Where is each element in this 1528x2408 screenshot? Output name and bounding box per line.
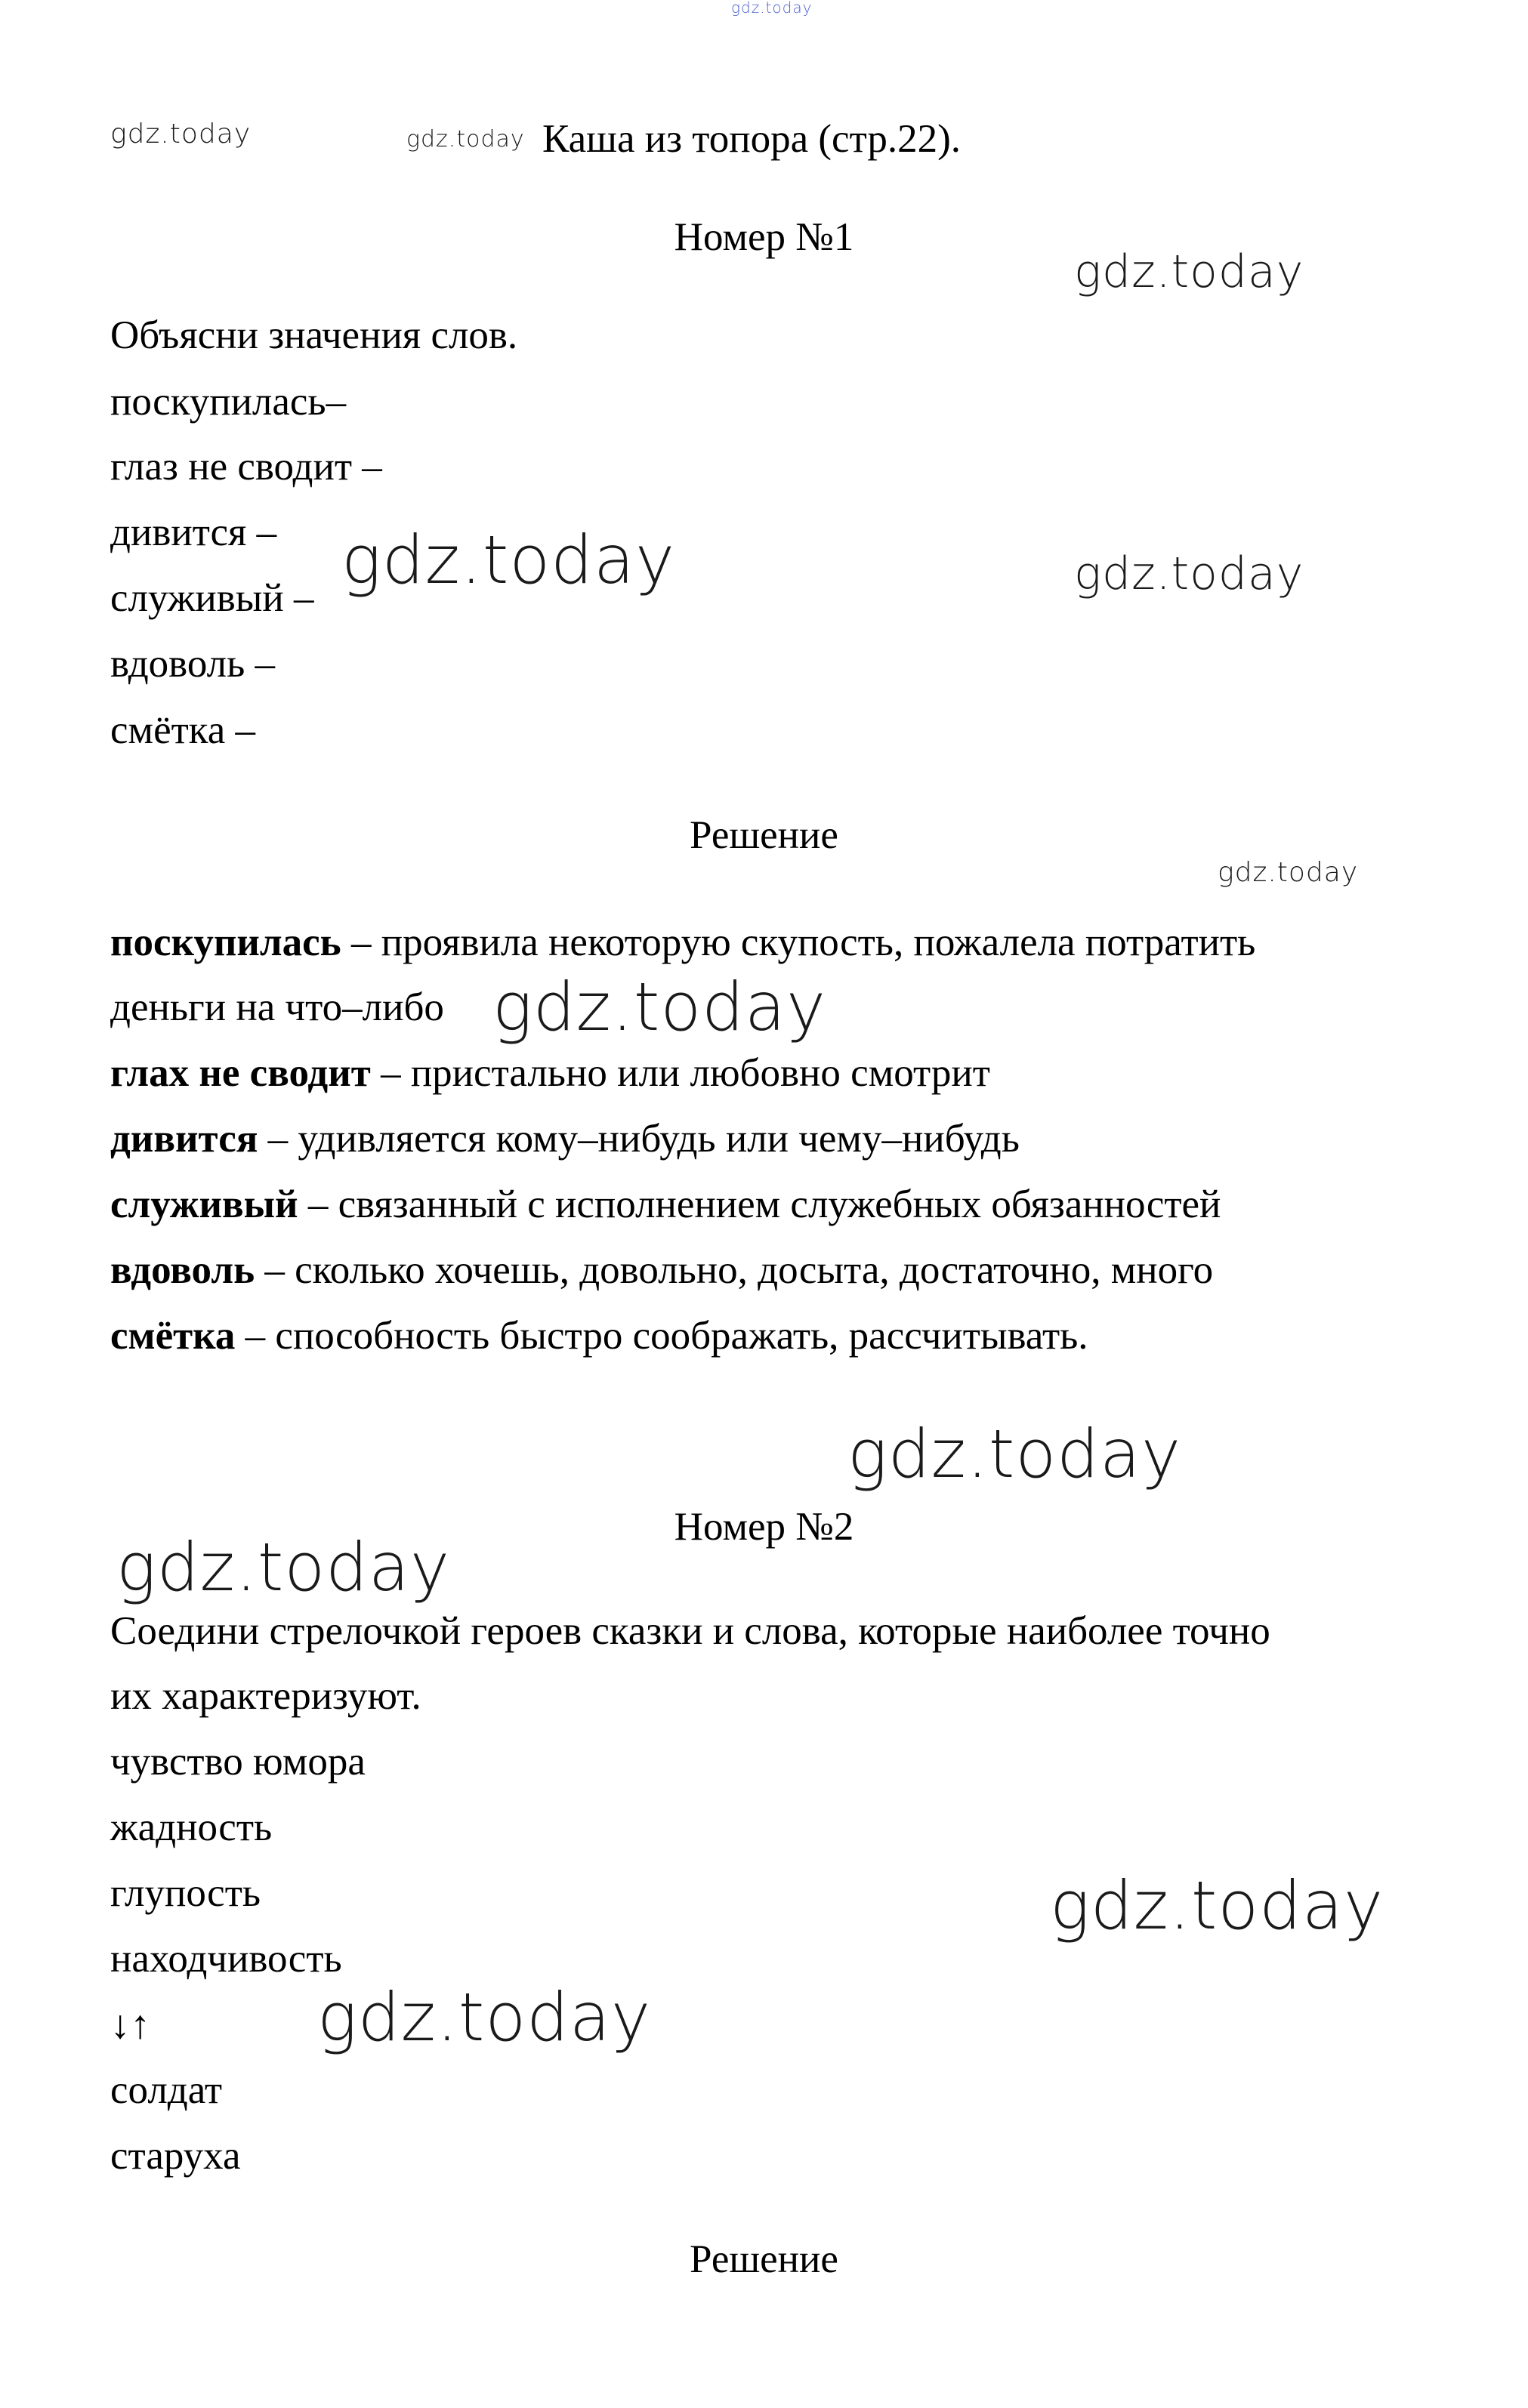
answer-term: смётка: [110, 1314, 236, 1358]
answer-term: глах не сводит: [110, 1051, 371, 1095]
answer-line: [110, 1115, 1020, 1163]
watermark-solution: gdz.today: [1218, 857, 1359, 888]
answer-line: [110, 983, 444, 1031]
answer-line: [110, 1246, 1213, 1294]
answer-line: [110, 1312, 1088, 1360]
answer-term: служивый: [110, 1182, 298, 1226]
trait-item: находчивость: [110, 1937, 342, 1981]
trait-item: жадность: [110, 1805, 273, 1849]
task2-prompt-line2: их характеризуют.: [110, 1674, 421, 1718]
answer-definition: – сколько хочешь, довольно, досыта, достаточно, много: [255, 1248, 1214, 1292]
watermark-right-2: gdz.today: [1074, 547, 1304, 600]
watermark-answer: gdz.today: [492, 968, 827, 1046]
trait-item: чувство юмора: [110, 1740, 366, 1784]
answer-term: вдоволь: [110, 1248, 255, 1292]
watermark-center: gdz.today: [847, 1415, 1182, 1493]
answer-line: [110, 1049, 990, 1097]
arrows-icon: ↓↑: [110, 2003, 150, 2047]
task1-item: служивый –: [110, 576, 314, 620]
answer-definition: – проявила некоторую скупость, пожалела потратить: [341, 920, 1256, 964]
watermark-list: gdz.today: [341, 521, 676, 599]
answer-line: [110, 918, 1255, 967]
task1-prompt: Объясни значения слов.: [110, 313, 518, 357]
hero-item: солдат: [110, 2068, 223, 2112]
task1-item: смётка –: [110, 708, 255, 752]
watermark-header-left: gdz.today: [110, 119, 252, 150]
watermark-right-1: gdz.today: [1074, 245, 1304, 298]
task2-prompt-line1: Соедини стрелочкой героев сказки и слова, которые наиболее точно: [110, 1609, 1270, 1653]
watermark-arrows: gdz.today: [317, 1978, 652, 2056]
watermark-right-3: gdz.today: [1050, 1867, 1384, 1944]
task1-item: глаз не сводит –: [110, 445, 382, 489]
watermark-left: gdz.today: [116, 1528, 451, 1606]
answer-term: поскупилась: [110, 920, 341, 964]
answer-definition: – способность быстро соображать, рассчитывать.: [235, 1314, 1088, 1358]
answer-definition: – удивляется кому–нибудь или чему–нибудь: [258, 1117, 1020, 1161]
watermark-top: gdz.today: [731, 0, 813, 17]
answer-definition: – пристально или любовно смотрит: [370, 1051, 990, 1095]
page-title: Каша из топора (стр.22).: [542, 117, 962, 161]
task1-item: дивится –: [110, 510, 277, 554]
answer-line: [110, 1180, 1221, 1229]
task1-item: поскупилась–: [110, 380, 347, 424]
answer-definition: деньги на что–либо: [110, 985, 444, 1029]
task2-heading: Номер №2: [674, 1505, 854, 1549]
watermark-header-middle: gdz.today: [406, 126, 525, 153]
trait-item: глупость: [110, 1871, 261, 1915]
answer-term: дивится: [110, 1117, 258, 1161]
task2-solution-heading: Решение: [690, 2237, 838, 2281]
task1-item: вдоволь –: [110, 642, 276, 686]
answer-definition: – связанный с исполнением служебных обязанностей: [298, 1182, 1221, 1226]
hero-item: старуха: [110, 2134, 241, 2178]
task1-heading: Номер №1: [674, 215, 854, 259]
task1-solution-heading: Решение: [690, 813, 838, 857]
